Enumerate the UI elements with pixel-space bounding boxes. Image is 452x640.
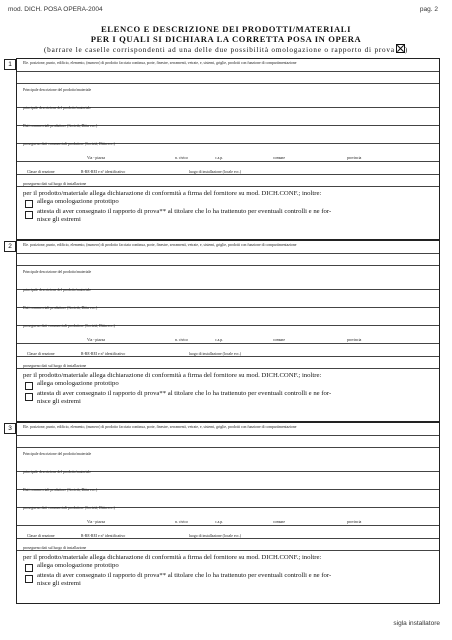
- section-number: 1: [4, 59, 16, 70]
- declaration-text: per il prodotto/materiale allega dichiarazione di conformità a firma del fornitore su mod. DICH.CONF.; inoltre:: [23, 190, 322, 197]
- prototype-approval-checkbox[interactable]: [25, 382, 33, 390]
- prototype-approval-label: allega omologazione prototipo: [37, 198, 119, 205]
- field-line: [17, 447, 439, 448]
- postal-code-label: c.a.p.: [215, 338, 224, 342]
- test-report-label: attesta di aver consegnato il rapporto di prova** al titolare che lo ha trattenuto per eventuali controlli e ne for-: [37, 572, 332, 579]
- civic-number-label: n. civico: [175, 156, 189, 160]
- town-label: comune: [273, 156, 286, 160]
- street-label: Via - piazza: [87, 520, 106, 524]
- postal-code-label: c.a.p.: [215, 156, 224, 160]
- test-report-label-cont: nisce gli estremi: [37, 580, 81, 587]
- prototype-approval-checkbox[interactable]: [25, 200, 33, 208]
- test-report-label-cont: nisce gli estremi: [37, 216, 81, 223]
- checked-box-icon: [396, 44, 405, 53]
- street-label: Via - piazza: [87, 156, 106, 160]
- town-label: comune: [273, 338, 286, 342]
- page-number: pag. 2: [419, 6, 438, 13]
- field-line: [17, 343, 439, 344]
- field-line: [17, 550, 439, 551]
- section-number: 2: [4, 241, 16, 252]
- province-label: provincia: [347, 520, 362, 524]
- field-line: [17, 368, 439, 369]
- form-code: mod. DICH. POSA OPERA-2004: [8, 6, 103, 13]
- product-section-1: [8, 58, 440, 240]
- field-line: [17, 356, 439, 357]
- product-section-3: [8, 422, 440, 604]
- province-label: provincia: [347, 156, 362, 160]
- prototype-approval-label: allega omologazione prototipo: [37, 380, 119, 387]
- page-title-line2: PER I QUALI SI DICHIARA LA CORRETTA POSA IN OPERA: [90, 34, 362, 44]
- test-report-label: attesta di aver consegnato il rapporto di prova** al titolare che lo ha trattenuto per eventuali controlli e ne for-: [37, 208, 332, 215]
- class-label: Classe di reazione: [27, 352, 55, 356]
- page-subtitle: [0, 44, 452, 54]
- declaration-text: per il prodotto/materiale allega dichiarazione di conformità a firma del fornitore su mod. DICH.CONF.; inoltre:: [23, 554, 322, 561]
- test-report-checkbox[interactable]: [25, 575, 33, 583]
- company-label: Dati commerciali produttore (Società, Ditta ecc.): [23, 124, 98, 128]
- street-label: Via - piazza: [87, 338, 106, 342]
- rei-label: R-RE-REI e n° identificativo: [81, 352, 126, 356]
- town-label: comune: [273, 520, 286, 524]
- civic-number-label: n. civico: [175, 338, 189, 342]
- postal-code-label: c.a.p.: [215, 520, 224, 524]
- section-number: 3: [4, 423, 16, 434]
- rei-label: R-RE-REI e n° identificativo: [81, 534, 126, 538]
- test-report-label: attesta di aver consegnato il rapporto di prova** al titolare che lo ha trattenuto per eventuali controlli e ne for-: [37, 390, 332, 397]
- material-label: principale descrizione del prodotto/materiale: [23, 288, 91, 292]
- field-line: [17, 83, 439, 84]
- location-data-label: prosegueno dati sul luogo di installazione: [23, 364, 87, 368]
- location-label: luogo di installazione (locale ecc.): [189, 170, 242, 174]
- product-label: Principale descrizione del prodotto/materiale: [23, 452, 92, 456]
- test-report-checkbox[interactable]: [25, 211, 33, 219]
- class-label: Classe di reazione: [27, 534, 55, 538]
- province-label: provincia: [347, 338, 362, 342]
- prototype-approval-checkbox[interactable]: [25, 564, 33, 572]
- subtitle-text: (barrare le caselle corrispondenti ad una delle due possibilità omologazione o rapporto di prova: [43, 46, 395, 54]
- company-continued-label: prosegueno dati commerciali produttore (Società, Ditta ecc.): [23, 324, 115, 328]
- company-continued-label: prosegueno dati commerciali produttore (Società, Ditta ecc.): [23, 142, 115, 146]
- field-line: [17, 253, 439, 254]
- material-label: principale descrizione del prodotto/materiale: [23, 470, 91, 474]
- prototype-approval-label: allega omologazione prototipo: [37, 562, 119, 569]
- declaration-text: per il prodotto/materiale allega dichiarazione di conformità a firma del fornitore su mod. DICH.CONF.; inoltre:: [23, 372, 322, 379]
- company-label: Dati commerciali produttore (Società, Ditta ecc.): [23, 488, 98, 492]
- product-label: Principale descrizione del prodotto/materiale: [23, 270, 92, 274]
- product-label: Principale descrizione del prodotto/materiale: [23, 88, 92, 92]
- test-report-checkbox[interactable]: [25, 393, 33, 401]
- location-label: luogo di installazione (locale ecc.): [189, 534, 242, 538]
- location-label: luogo di installazione (locale ecc.): [189, 352, 242, 356]
- field-line: [17, 71, 439, 72]
- field-line: [17, 538, 439, 539]
- field-line: [17, 265, 439, 266]
- product-section-2: [8, 240, 440, 422]
- page-title-line1: ELENCO E DESCRIZIONE DEI PRODOTTI/MATERIALI: [100, 24, 352, 34]
- civic-number-label: n. civico: [175, 520, 189, 524]
- element-label: Ele. posizione, punto, edificio, elemento, (numero) di prodotto facciata continua, porte, finestre, serramenti, vetrate, e, sistemi, griglie, prodotti con funzione di compartimentazione: [23, 425, 297, 429]
- test-report-label-cont: nisce gli estremi: [37, 398, 81, 405]
- material-label: principale descrizione del prodotto/materiale: [23, 106, 91, 110]
- element-label: Ele. posizione, punto, edificio, elemento, (numero) di prodotto facciata continua, porte, finestre, serramenti, vetrate, e, sistemi, griglie, prodotti con funzione di compartimentazione: [23, 61, 297, 65]
- company-continued-label: prosegueno dati commerciali produttore (Società, Ditta ecc.): [23, 506, 115, 510]
- location-data-label: prosegueno dati sul luogo di installazione: [23, 182, 87, 186]
- location-data-label: prosegueno dati sul luogo di installazione: [23, 546, 87, 550]
- subtitle-end: ): [404, 46, 409, 54]
- element-label: Ele. posizione, punto, edificio, elemento, (numero) di prodotto facciata continua, porte, finestre, serramenti, vetrate, e, sistemi, griglie, prodotti con funzione di compartimentazione: [23, 243, 297, 247]
- field-line: [17, 525, 439, 526]
- installer-signature-label: sigla installatore: [393, 620, 440, 627]
- class-label: Classe di reazione: [27, 170, 55, 174]
- rei-label: R-RE-REI e n° identificativo: [81, 170, 126, 174]
- company-label: Dati commerciali produttore (Società, Ditta ecc.): [23, 306, 98, 310]
- field-line: [17, 186, 439, 187]
- field-line: [17, 161, 439, 162]
- field-line: [17, 435, 439, 436]
- field-line: [17, 174, 439, 175]
